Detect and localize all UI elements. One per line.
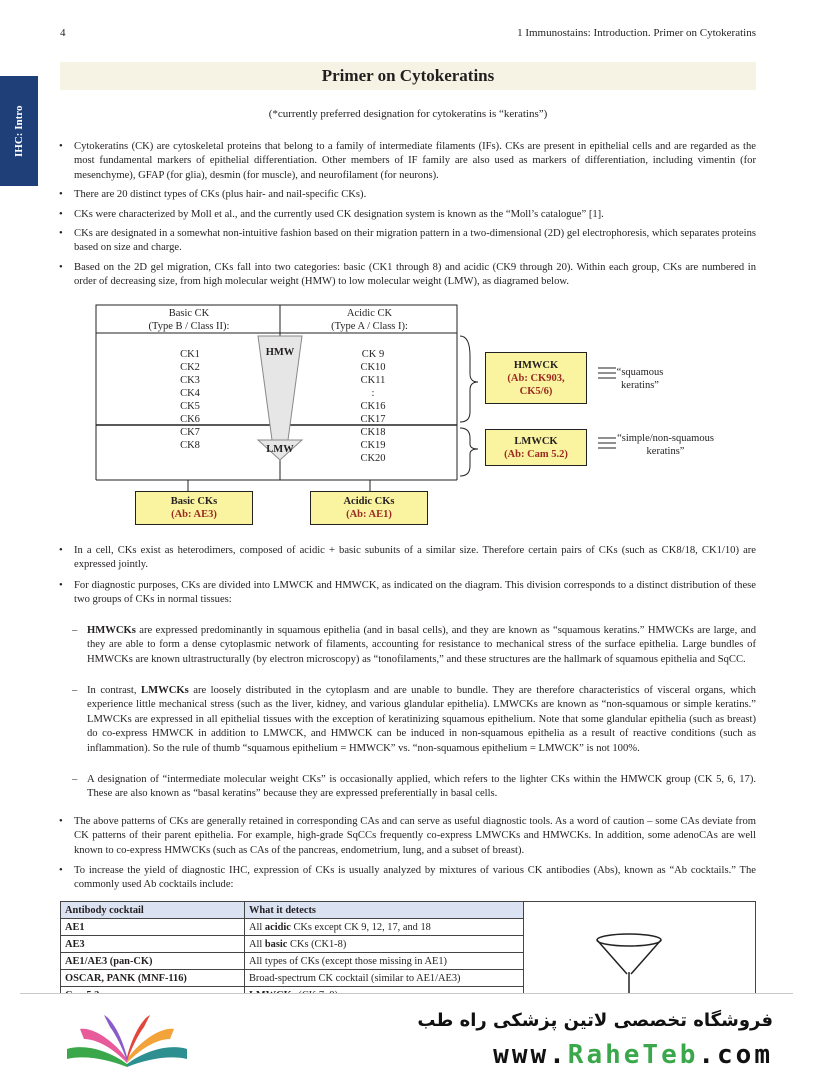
footer-divider [20, 993, 793, 994]
table-header-cell: What it detects [245, 902, 524, 919]
hmwck-note: “squamous keratins” [616, 367, 664, 391]
acidic-hmw-list: CK 9 CK10 CK11 : CK16 CK17 [360, 349, 386, 425]
bullet-paragraph: • Cytokeratins (CK) are cytoskeletal proteins that belong to a family of intermediate filaments (IFs). CKs are present in epithelial cells and are regarded as the most fundamental markers of epithelial differentiation. Other members of IF family are also used as markers of differentiation, including vimentin (for mesenchyme), GFAP (for glia), desmin (for muscle), and neurofilament (for neurons). [59, 141, 756, 181]
bullet-paragraph: • Based on the 2D gel migration, CKs fall into two categories: basic (CK1 through 8) and acidic (CK9 through 20). Within each group, CKs are numbered in order of decreasing size, from high molecular weight (HMW) to low molecular weight (LMW), as diagramed below. [59, 262, 756, 288]
cocktail-detects: All acidic CKs except CK 9, 12, 17, and 18 [245, 919, 524, 936]
bullet-paragraph: • CKs are designated in a somewhat non-intuitive fashion based on their migration pattern in a two-dimensional (2D) gel electrophoresis, which separates proteins based on size and charge. [59, 228, 756, 254]
acidic-cks-box: Acidic CKs (Ab: AE1) [310, 491, 428, 525]
lmw-label: LMW [266, 444, 294, 455]
watermark-title: فروشگاه تخصصی لاتین پزشکی راه طب [417, 1010, 773, 1031]
book-logo-icon [62, 1009, 192, 1071]
hmwck-box: HMWCK (Ab: CK903, CK5/6) [485, 352, 587, 404]
bullet-paragraph: • In a cell, CKs exist as heterodimers, composed of acidic + basic subunits of a similar size. Therefore certain pairs of CKs (such as CK8/18, CK1/10) are expressed jointly. [59, 545, 756, 571]
watermark-url[interactable]: www.RaheTeb.com [493, 1040, 773, 1070]
table-row [61, 936, 524, 953]
antibody-cocktail-table [60, 901, 524, 1004]
acidic-lmw-list: CK18 CK19 CK20 [360, 427, 386, 464]
page-subtitle: (*currently preferred designation for cytokeratins is “keratins”) [268, 108, 548, 120]
cocktail-name: AE1 [61, 919, 245, 936]
running-head: 1 Immunostains: Introduction. Primer on Cytokeratins [517, 27, 756, 39]
dash-item: – In contrast, LMWCKs are loosely distributed in the cytoplasm and are unable to bundle. They are therefore characteristics of visceral organs, which experience little mechanical stress (such as the liver, kidney, and various glandular epithelia). LMWCKs are known as “non-squamous or simple keratins.” LMWCKs are expressed in all epithelial tissues with the exception of keratinizing squamous epithelium. Note that some glandular epithelia (such as breast) do co-express HMWCK in addition to LMWCK, and HMWCK can be induced in non-squamous epithelia as a result of reactive conditions (such as inflammation). So the rule of thumb “squamous epithelium = HMWCK” vs. “non-squamous epithelium = LMWCK” is not 100%. [72, 685, 756, 754]
bullet-paragraph: • For diagnostic purposes, CKs are divided into LMWCK and HMWCK, as indicated on the diagram. This division corresponds to a distinct distribution of these two groups of CKs in normal tissues: [59, 580, 756, 606]
section-side-tab[interactable]: IHC: Intro [0, 76, 38, 186]
watermark-footer [0, 994, 813, 1080]
table-row [61, 953, 524, 970]
table-header-cell: Antibody cocktail [61, 902, 245, 919]
basic-lmw-list: CK7 CK8 [180, 427, 200, 451]
basic-ck-header: Basic CK (Type B / Class II): [148, 308, 230, 332]
cocktail-detects: All types of CKs (except those missing in AE1) [245, 953, 524, 970]
hmw-label: HMW [265, 347, 295, 358]
lmwck-note: “simple/non-squamous keratins” [617, 433, 714, 457]
table-header-row [61, 902, 524, 919]
cocktail-funnel-panel [524, 901, 756, 996]
acidic-ck-header: Acidic CK (Type A / Class I): [331, 308, 408, 332]
page-number: 4 [60, 27, 66, 39]
bullet-paragraph: • There are 20 distinct types of CKs (plus hair- and nail-specific CKs). [59, 189, 367, 200]
page-title: Primer on Cytokeratins [60, 62, 756, 90]
table-row [61, 970, 524, 987]
bullet-paragraph: • The above patterns of CKs are generally retained in corresponding CAs and can serve as useful diagnostic tools. As a word of caution – some CAs deviate from CK patterns of their parent epithelia. For example, high-grade SqCCs frequently co-express LMWCKs and HMWCKs. In addition, some adenoCAs are well known to co-express HMWCKs (such as CAs of the pancreas, endometrium, lung, and a subset of breast). [59, 816, 756, 856]
ck-diagram [60, 300, 756, 530]
lmwck-box: LMWCK (Ab: Cam 5.2) [485, 429, 587, 466]
table-row [61, 919, 524, 936]
basic-hmw-list: CK1 CK2 CK3 CK4 CK5 CK6 [180, 349, 200, 425]
bullet-paragraph: • CKs were characterized by Moll et al., and the currently used CK designation system is known as the “Moll’s catalogue” [1]. [59, 209, 604, 220]
bullet-paragraph: • To increase the yield of diagnostic IHC, expression of CKs is usually analyzed by mixtures of various CK antibodies (Abs), known as “Ab cocktails.” The commonly used Ab cocktails include: [59, 865, 756, 891]
cocktail-name: OSCAR, PANK (MNF-116) [61, 970, 245, 987]
basic-cks-box: Basic CKs (Ab: AE3) [135, 491, 253, 525]
cocktail-detects: All basic CKs (CK1-8) [245, 936, 524, 953]
dash-item: – A designation of “intermediate molecular weight CKs” is occasionally applied, which refers to the lighter CKs within the HMWCK group (CK 5, 6, 17). These are also known as “basal keratins” because they are expressed preferentially in basal cells. [72, 774, 756, 800]
dash-item: – HMWCKs are expressed predominantly in squamous epithelia (and in basal cells), and they are known as “squamous keratins.” HMWCKs are large, and they are able to form a dense cytoplasmic network of filaments, accounting for resistance to mechanical stress of the surface epithelia. Large bundles of HMWCKs are known ultrastructurally (by electron microscopy) as “tonofilaments,” and these structures are the hallmark of squamous epithelia and SqCC. [72, 625, 756, 665]
cocktail-detects: Broad-spectrum CK cocktail (similar to AE1/AE3) [245, 970, 524, 987]
cocktail-name: AE3 [61, 936, 245, 953]
cocktail-name: AE1/AE3 (pan-CK) [61, 953, 245, 970]
funnel-icon [524, 902, 754, 995]
